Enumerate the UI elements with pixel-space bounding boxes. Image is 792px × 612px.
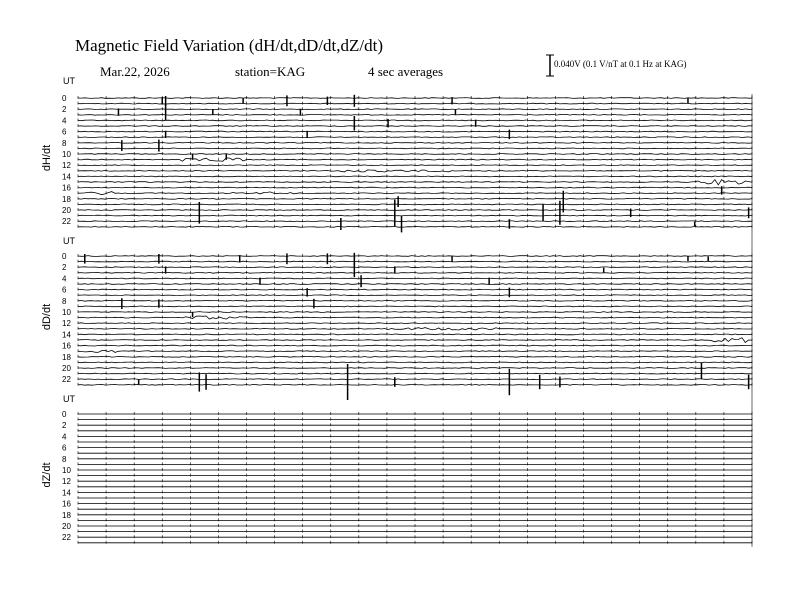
hour-label: 12 bbox=[62, 319, 71, 329]
hour-label: 6 bbox=[62, 127, 67, 137]
hour-label: 12 bbox=[62, 161, 71, 171]
hour-label: 0 bbox=[62, 94, 67, 103]
panel-ylabel: dD/dt bbox=[41, 303, 53, 331]
hour-label: 0 bbox=[62, 252, 67, 261]
hour-label: 2 bbox=[62, 421, 67, 431]
hour-label: 6 bbox=[62, 443, 67, 453]
hour-label: 8 bbox=[62, 454, 67, 464]
hour-label: 12 bbox=[62, 477, 71, 487]
hour-label: 6 bbox=[62, 285, 67, 295]
hour-label: 0 bbox=[62, 410, 67, 419]
hour-label: 16 bbox=[62, 183, 71, 193]
panel-ylabel: dZ/dt bbox=[41, 462, 53, 488]
hour-label: 18 bbox=[62, 194, 71, 204]
ut-label: UT bbox=[63, 394, 75, 404]
hour-label: 20 bbox=[62, 522, 71, 531]
panel-ylabel: dH/dt bbox=[41, 144, 53, 172]
hour-label: 22 bbox=[62, 533, 71, 543]
averaging-label: 4 sec averages bbox=[368, 64, 444, 79]
hour-label: 4 bbox=[62, 116, 67, 126]
hour-label: 2 bbox=[62, 105, 67, 115]
hour-label: 22 bbox=[62, 217, 71, 227]
hour-label: 14 bbox=[62, 330, 71, 340]
hour-label: 8 bbox=[62, 296, 67, 306]
hour-label: 14 bbox=[62, 172, 71, 182]
hour-label: 20 bbox=[62, 364, 71, 373]
hour-label: 18 bbox=[62, 510, 71, 520]
station-label: station=KAG bbox=[235, 64, 306, 79]
scale-label: 0.040V (0.1 V/nT at 0.1 Hz at KAG) bbox=[554, 59, 687, 69]
hour-label: 10 bbox=[62, 150, 71, 159]
hour-label: 16 bbox=[62, 499, 71, 509]
hour-label: 18 bbox=[62, 352, 71, 362]
chart-title: Magnetic Field Variation (dH/dt,dD/dt,dZ/dt) bbox=[75, 36, 384, 55]
hour-label: 10 bbox=[62, 308, 71, 317]
ut-label: UT bbox=[63, 76, 75, 86]
hour-label: 16 bbox=[62, 341, 71, 351]
hour-label: 10 bbox=[62, 466, 71, 475]
hour-label: 4 bbox=[62, 274, 67, 284]
hour-label: 20 bbox=[62, 206, 71, 215]
hour-label: 4 bbox=[62, 432, 67, 442]
ut-label: UT bbox=[63, 236, 75, 246]
hour-label: 8 bbox=[62, 138, 67, 148]
date-label: Mar.22, 2026 bbox=[100, 64, 170, 79]
hour-label: 2 bbox=[62, 263, 67, 273]
hour-label: 22 bbox=[62, 375, 71, 385]
hour-label: 14 bbox=[62, 488, 71, 498]
